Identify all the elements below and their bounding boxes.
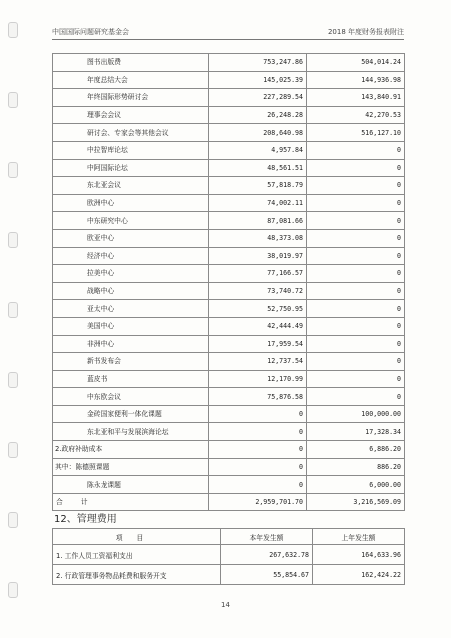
binding-hole <box>8 22 18 38</box>
row-label: 年终国际形势研讨会 <box>53 89 209 107</box>
prior-year-amount: 162,424.22 <box>313 565 405 585</box>
prior-year-amount: 0 <box>307 194 405 212</box>
current-year-amount: 38,019.97 <box>209 247 307 265</box>
page-number: 14 <box>221 601 230 609</box>
current-year-amount: 0 <box>209 458 307 476</box>
row-label: 1. 工作人员工资福利支出 <box>53 545 221 565</box>
current-year-amount: 48,561.51 <box>209 159 307 177</box>
row-label: 年度总结大会 <box>53 71 209 89</box>
row-label: 非洲中心 <box>53 335 209 353</box>
table-row <box>53 212 405 230</box>
table-row <box>53 423 405 441</box>
current-year-amount: 87,081.66 <box>209 212 307 230</box>
prior-year-amount: 0 <box>307 159 405 177</box>
row-label: 拉美中心 <box>53 265 209 283</box>
table-row <box>53 370 405 388</box>
row-label: 中阿国际论坛 <box>53 159 209 177</box>
total-row <box>53 493 405 511</box>
row-label: 东北亚和平与发展滨海论坛 <box>53 423 209 441</box>
table-row <box>53 194 405 212</box>
binding-hole <box>8 512 18 528</box>
table-row <box>53 265 405 283</box>
prior-year-amount: 0 <box>307 177 405 195</box>
table-row <box>53 388 405 406</box>
table-row <box>53 353 405 371</box>
row-label: 中东欧会议 <box>53 388 209 406</box>
prior-year-amount: 164,633.96 <box>313 545 405 565</box>
section-title: 12、管理费用 <box>54 514 117 525</box>
current-year-amount: 74,002.11 <box>209 194 307 212</box>
table-row <box>53 545 405 565</box>
prior-year-amount: 0 <box>307 282 405 300</box>
table-row <box>53 141 405 159</box>
header-report-title: 2018 年度财务报表附注 <box>327 28 404 36</box>
table-row <box>53 282 405 300</box>
binding-hole <box>8 232 18 248</box>
prior-year-amount: 886.20 <box>307 458 405 476</box>
binding-hole <box>8 92 18 108</box>
current-year-amount: 52,750.95 <box>209 300 307 318</box>
current-year-amount: 145,025.39 <box>209 71 307 89</box>
prior-year-amount: 0 <box>307 317 405 335</box>
row-label: 理事会会议 <box>53 106 209 124</box>
current-year-amount: 227,289.54 <box>209 89 307 107</box>
current-year-amount: 42,444.49 <box>209 317 307 335</box>
prior-year-amount: 0 <box>307 335 405 353</box>
prior-year-amount: 6,000.00 <box>307 476 405 494</box>
current-year-amount: 0 <box>209 423 307 441</box>
binding-hole <box>8 302 18 318</box>
row-label: 新书发布会 <box>53 353 209 371</box>
header-item: 项目 <box>53 529 221 545</box>
prior-year-amount: 0 <box>307 212 405 230</box>
current-year-amount: 753,247.86 <box>209 54 307 72</box>
table-row <box>53 229 405 247</box>
prior-year-amount: 0 <box>307 300 405 318</box>
table-row <box>53 405 405 423</box>
table-row <box>53 458 405 476</box>
table-row <box>53 71 405 89</box>
prior-year-amount: 143,840.91 <box>307 89 405 107</box>
current-year-amount: 55,854.67 <box>221 565 313 585</box>
row-label: 其中：陈德照课题 <box>53 458 209 476</box>
prior-year-amount: 504,014.24 <box>307 54 405 72</box>
header-current-year: 本年发生额 <box>221 529 313 545</box>
prior-year-amount: 6,886.20 <box>307 441 405 459</box>
row-label: 美国中心 <box>53 317 209 335</box>
table-row <box>53 441 405 459</box>
current-year-amount: 267,632.78 <box>221 545 313 565</box>
total-prior-year: 3,216,569.09 <box>307 493 405 511</box>
row-label: 陈永龙课题 <box>53 476 209 494</box>
total-current-year: 2,959,701.70 <box>209 493 307 511</box>
table-row <box>53 106 405 124</box>
binding-hole <box>8 372 18 388</box>
table-row <box>53 565 405 585</box>
table-row <box>53 124 405 142</box>
row-label: 战略中心 <box>53 282 209 300</box>
current-year-amount: 75,876.58 <box>209 388 307 406</box>
row-label: 2.政府补助成本 <box>53 441 209 459</box>
current-year-amount: 208,640.98 <box>209 124 307 142</box>
row-label: 东北亚会议 <box>53 177 209 195</box>
binding-hole <box>8 442 18 458</box>
current-year-amount: 48,373.08 <box>209 229 307 247</box>
row-label: 金砖国家便利一体化课题 <box>53 405 209 423</box>
prior-year-amount: 0 <box>307 229 405 247</box>
current-year-amount: 0 <box>209 441 307 459</box>
row-label: 经济中心 <box>53 247 209 265</box>
row-label: 蓝皮书 <box>53 370 209 388</box>
row-label: 研讨会、专家会等其他会议 <box>53 124 209 142</box>
management-expense-table <box>52 528 405 585</box>
prior-year-amount: 42,270.53 <box>307 106 405 124</box>
prior-year-amount: 0 <box>307 265 405 283</box>
prior-year-amount: 0 <box>307 353 405 371</box>
table-row <box>53 89 405 107</box>
current-year-amount: 73,740.72 <box>209 282 307 300</box>
prior-year-amount: 516,127.10 <box>307 124 405 142</box>
binding-hole <box>8 582 18 598</box>
prior-year-amount: 0 <box>307 388 405 406</box>
row-label: 2. 行政管理事务物品耗费和服务开支 <box>53 565 221 585</box>
header-org-name: 中国国际问题研究基金会 <box>52 28 129 36</box>
table-row <box>53 300 405 318</box>
prior-year-amount: 17,328.34 <box>307 423 405 441</box>
current-year-amount: 4,957.84 <box>209 141 307 159</box>
prior-year-amount: 0 <box>307 370 405 388</box>
prior-year-amount: 100,000.00 <box>307 405 405 423</box>
current-year-amount: 57,818.79 <box>209 177 307 195</box>
table-row <box>53 335 405 353</box>
table-row <box>53 54 405 72</box>
current-year-amount: 12,737.54 <box>209 353 307 371</box>
header-prior-year: 上年发生额 <box>313 529 405 545</box>
row-label: 欧洲中心 <box>53 194 209 212</box>
binding-margin <box>6 0 20 638</box>
current-year-amount: 26,248.28 <box>209 106 307 124</box>
table-row <box>53 159 405 177</box>
table-row <box>53 476 405 494</box>
prior-year-amount: 0 <box>307 247 405 265</box>
row-label: 欧亚中心 <box>53 229 209 247</box>
current-year-amount: 17,959.54 <box>209 335 307 353</box>
current-year-amount: 12,170.99 <box>209 370 307 388</box>
expense-detail-table <box>52 53 405 511</box>
row-label: 亚太中心 <box>53 300 209 318</box>
row-label: 图书出版费 <box>53 54 209 72</box>
prior-year-amount: 0 <box>307 141 405 159</box>
binding-hole <box>8 162 18 178</box>
page-header <box>52 26 404 40</box>
total-label: 合计 <box>53 493 209 511</box>
table-row <box>53 247 405 265</box>
current-year-amount: 0 <box>209 476 307 494</box>
table-header-row <box>53 529 405 545</box>
prior-year-amount: 144,936.98 <box>307 71 405 89</box>
row-label: 中拉智库论坛 <box>53 141 209 159</box>
table-row <box>53 317 405 335</box>
table-row <box>53 177 405 195</box>
row-label: 中东研究中心 <box>53 212 209 230</box>
current-year-amount: 0 <box>209 405 307 423</box>
current-year-amount: 77,166.57 <box>209 265 307 283</box>
